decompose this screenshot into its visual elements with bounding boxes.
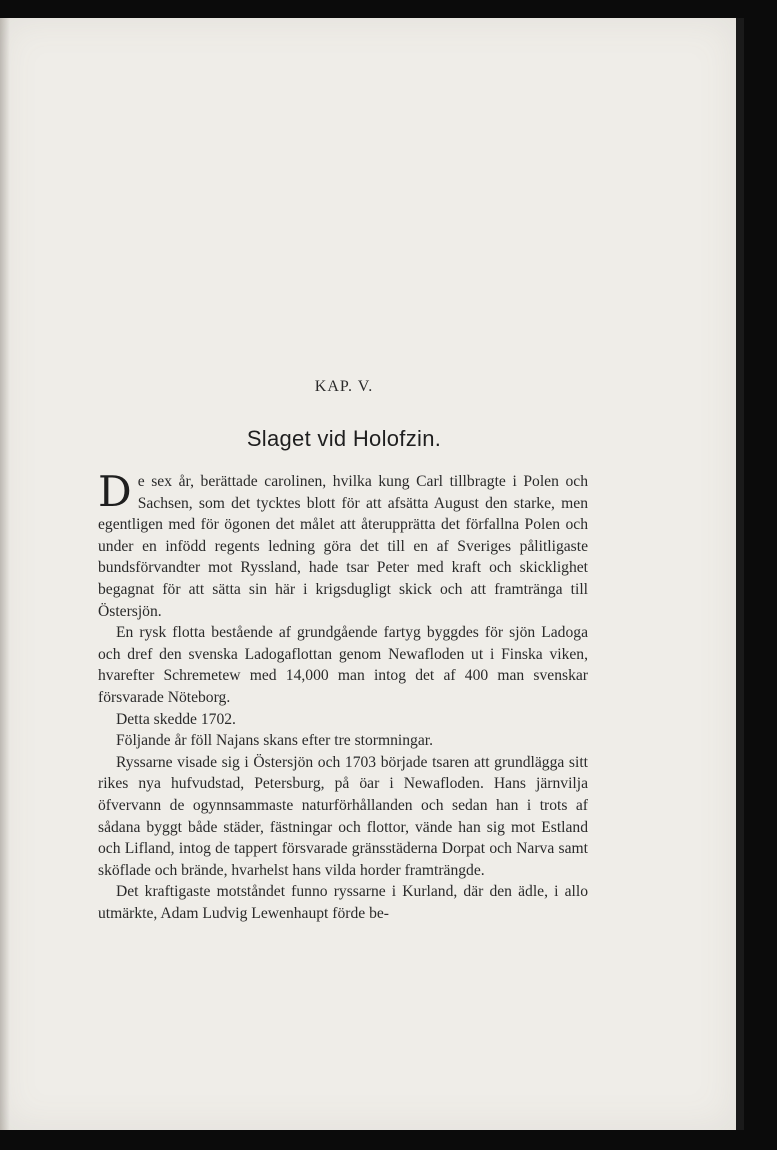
paragraph-5: Ryssarne visade sig i Östersjön och 1703 började tsaren att grundlägga sitt rikes nya hufvudstad, Petersburg, på öar i Newafloden. Hans järnvilja öfvervann de ogynnsammaste naturförhållanden och sedan han i trots af sådana byggt både städer, fästningar och flottor, vände han sig mot Estland och Lifland, intog de tappert försvarade gränsstäderna Dorpat och Narva samt sköflade och brände, hvarhelst hans vilda horder framträngde.: [98, 753, 588, 879]
chapter-title: Slaget vid Holofzin.: [246, 426, 442, 451]
chapter-heading: KAP. V.: [314, 378, 374, 395]
drop-cap: D: [98, 467, 132, 516]
paragraph-2: En rysk flotta bestående af grundgående fartyg byggdes för sjön Ladoga och dref den svenska Ladogaflottan genom Newafloden ut i Finska viken, hvarefter Schremetew med 14,000 man intog det af 400 man svenskar försvarade Nöteborg.: [98, 624, 588, 706]
chapter-body: [98, 467, 588, 924]
paragraph-1: [98, 467, 588, 622]
paragraph-3: Detta skedde 1702.: [116, 710, 236, 728]
book-page: [0, 18, 736, 1130]
paragraph-6: Det kraftigaste motståndet funno ryssarne i Kurland, där den ädle, i allo utmärkte, Adam Ludvig Lewenhaupt förde be-: [98, 883, 588, 922]
page-edge-shadow: [736, 18, 744, 1130]
paragraph-1-text: e sex år, berättade carolinen, hvilka kung Carl tillbragte i Polen och Sachsen, som det tycktes blott för att afsätta August den starke, men egentligen med för ögonen det målet att återupprätta det förfallna Polen och under en infödd regents ledning göra det till en af Sveriges pålitligaste bundsförvandter mot Ryssland, hade tsar Peter med kraft och skicklighet begagnat för att sätta sin här i krigsdugligt skick och att framtränga till Östersjön.: [98, 473, 588, 620]
paragraph-4: Följande år föll Najans skans efter tre stormningar.: [116, 732, 433, 750]
